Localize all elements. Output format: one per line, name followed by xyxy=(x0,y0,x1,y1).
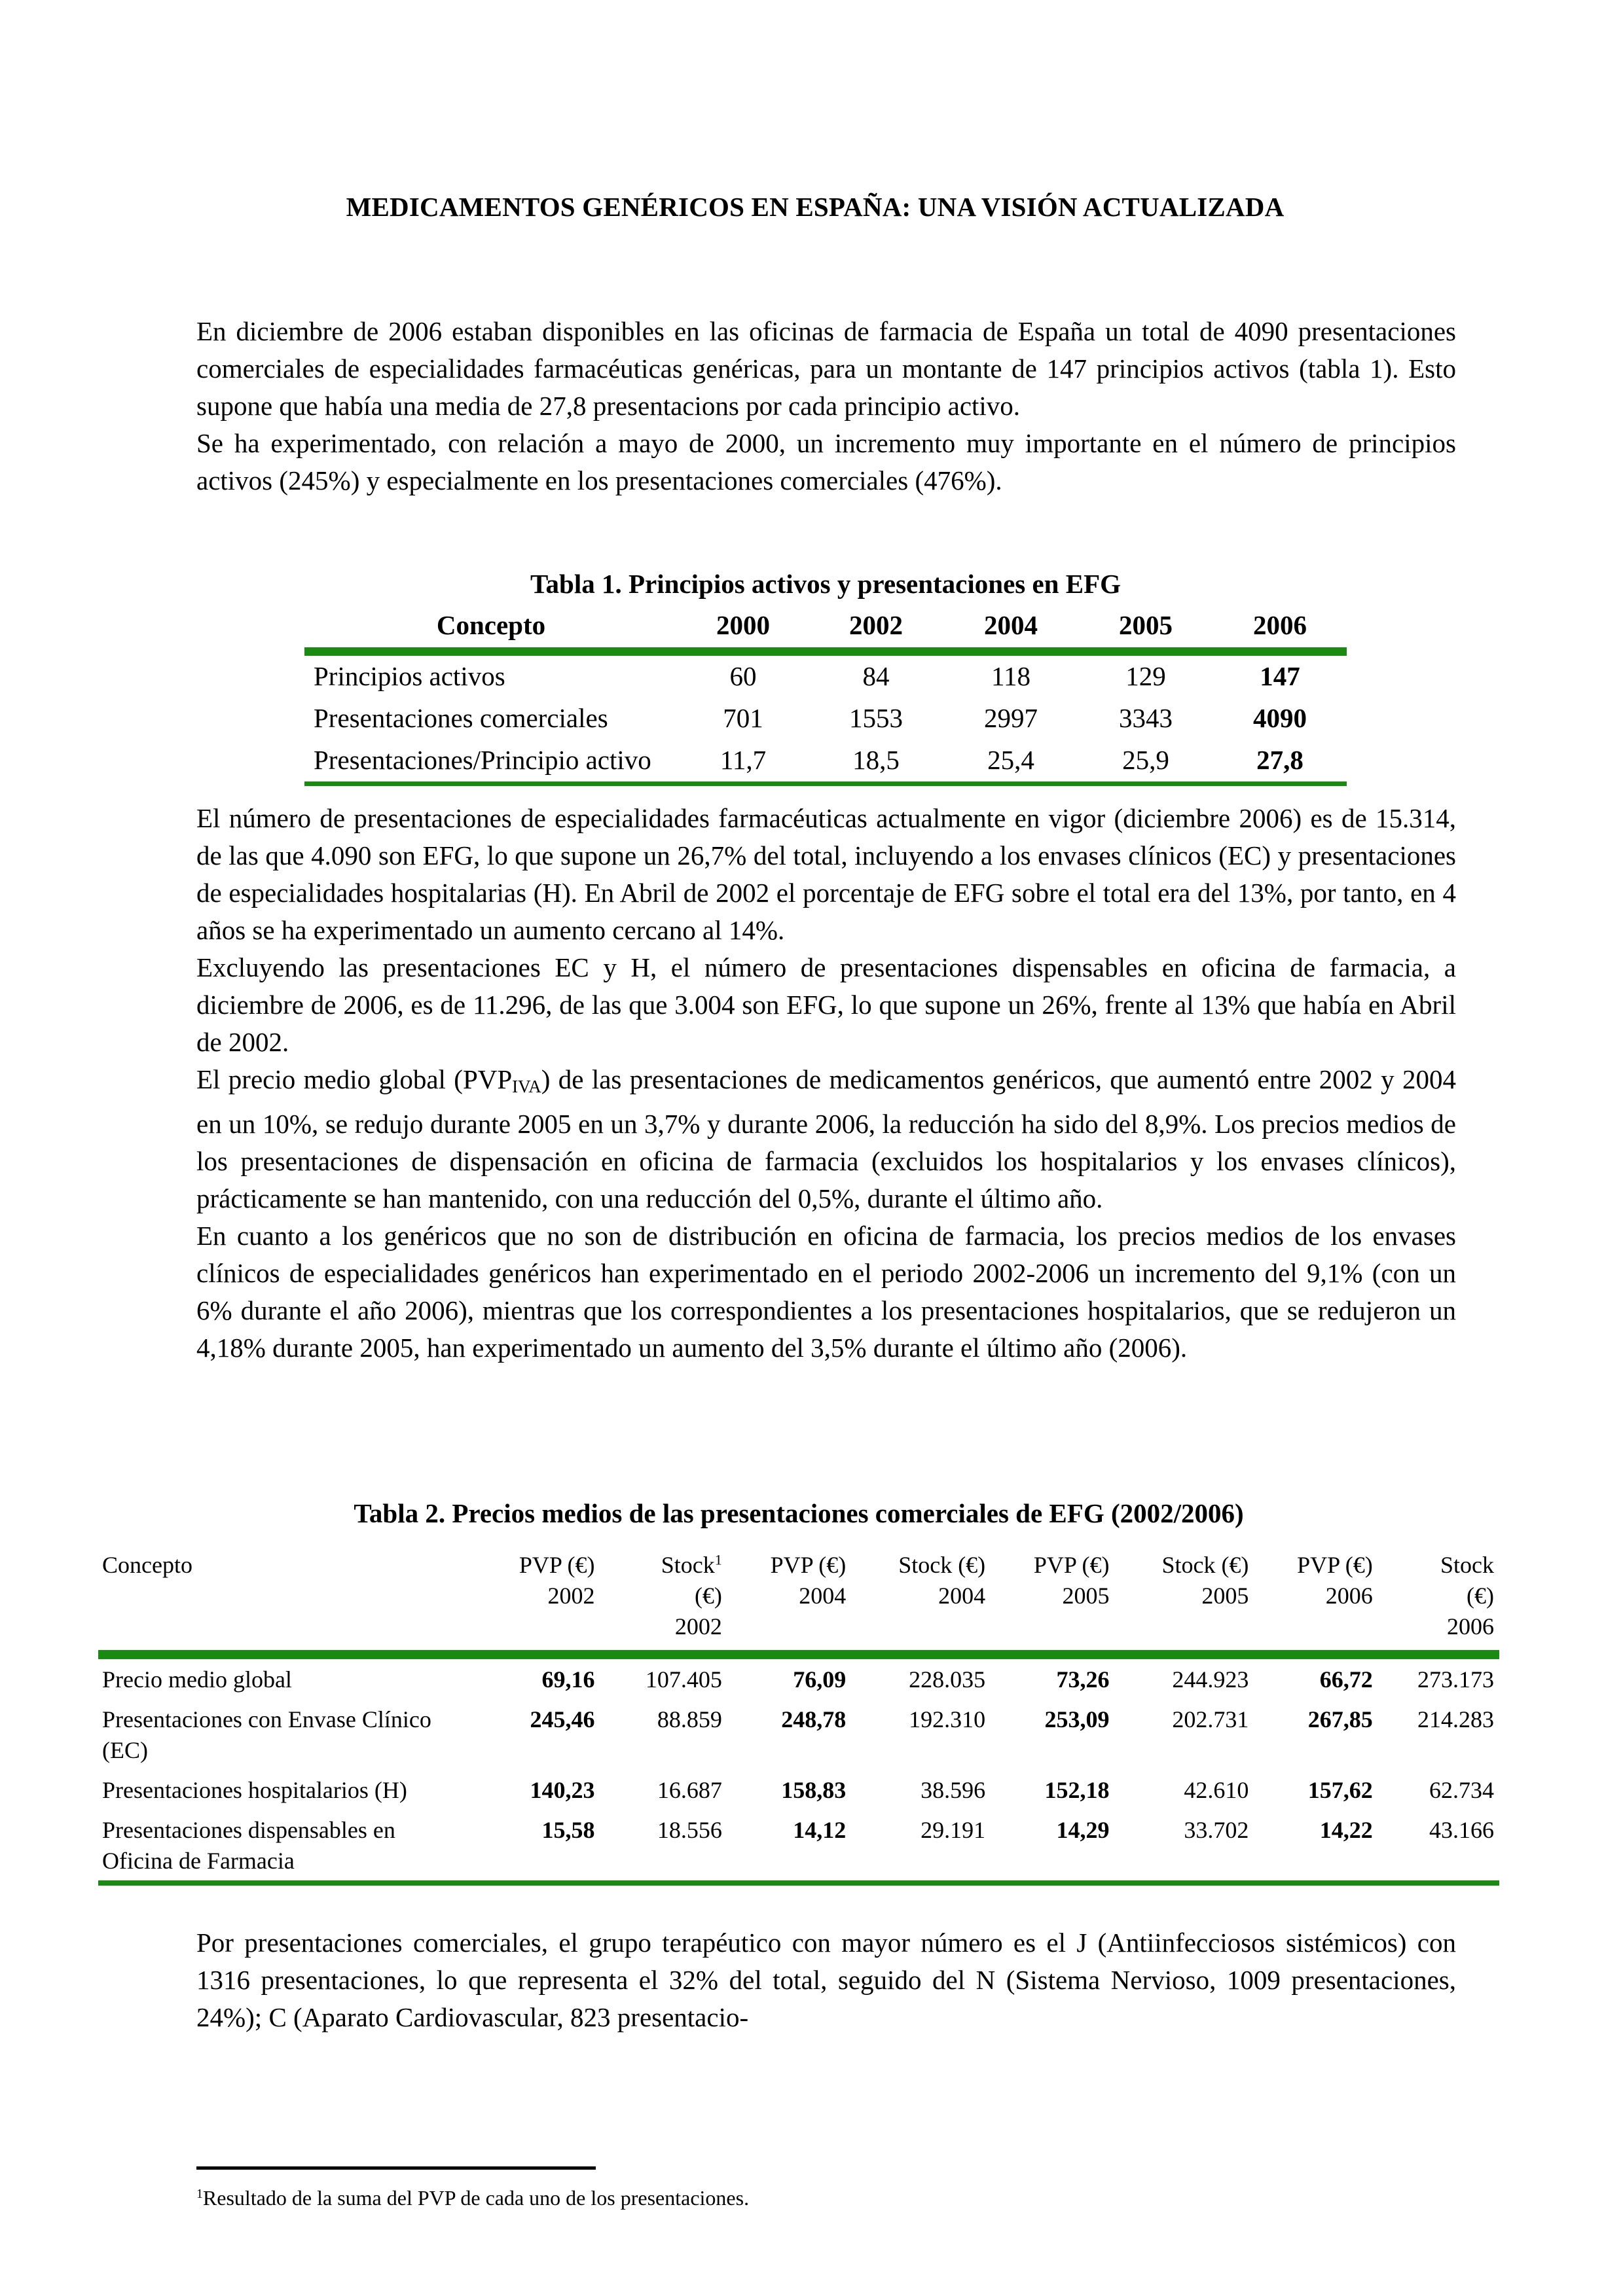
table-row xyxy=(98,1659,1499,1699)
tabla2-row3-col7: 43.166 xyxy=(1429,1817,1494,1843)
tabla1-row1-col0: 701 xyxy=(723,703,763,733)
tabla2-row1-col5: 202.731 xyxy=(1172,1706,1249,1732)
paragraph-7: Por presentaciones comerciales, el grupo terapéutico con mayor número es el J (Antiinfecciosos sistémicos) con 1316 presentaciones, lo que representa el 32% del total, seguido del N (Sistema Nervioso, 1009 presentaciones, 24%); C (Aparato Cardiovascular, 823 presentacio- xyxy=(196,1928,1456,2032)
tabla2-row1-col4: 253,09 xyxy=(1044,1706,1110,1732)
tabla2-row1-label: Presentaciones con Envase Clínico (EC) xyxy=(102,1706,431,1763)
tabla2 xyxy=(98,1543,1499,1886)
footnote-marker-superscript: 1 xyxy=(714,1551,722,1568)
footnote xyxy=(196,2184,1440,2212)
tabla2-row1-col3: 192.310 xyxy=(909,1706,986,1732)
tabla2-header-pvp-2005 xyxy=(991,1543,1114,1653)
tabla2-row0-col6: 66,72 xyxy=(1319,1666,1373,1693)
tabla1-row1-col3: 3343 xyxy=(1119,703,1173,733)
tabla2-row1-col0: 245,46 xyxy=(530,1706,595,1732)
tabla2-header-concepto-text: Concepto xyxy=(102,1552,192,1578)
paragraph-4: Excluyendo las presentaciones EC y H, el número de presentaciones dispensables en oficina de farmacia, a diciembre de 2006, es de 11.296, de las que 3.004 son EFG, lo que supone un 26%, frente al 13% que había en Abril de 2002. xyxy=(196,952,1456,1057)
tabla1-row0-col1: 84 xyxy=(862,661,890,691)
tabla1-row2-col3: 25,9 xyxy=(1122,745,1169,775)
footnote-text: Resultado de la suma del PVP de cada uno de los presentaciones. xyxy=(202,2186,750,2210)
tabla2-row1-col1: 88.859 xyxy=(657,1706,722,1732)
tabla1-row2-col1: 18,5 xyxy=(852,745,900,775)
body-paragraphs xyxy=(196,800,1456,1367)
tabla2-row0-col3: 228.035 xyxy=(909,1666,986,1693)
tabla1-row2-col0: 11,7 xyxy=(720,745,767,775)
tabla2-header-pvp-2004-l2: 2004 xyxy=(799,1583,847,1609)
tabla1-header-2004: 2004 xyxy=(984,610,1038,640)
tabla2-header-stock-2002-l1 xyxy=(600,1550,722,1581)
paragraph-1: En diciembre de 2006 estaban disponibles en las oficinas de farmacia de España un total de 4090 presentaciones comerciales de especialidades farmacéuticas genéricas, para un montante de 147 principios activos (tabla 1). Esto supone que había una media de 27,8 presentacions por cada principio activo. xyxy=(196,316,1456,421)
tabla2-header-stock-2005-l1: Stock (€) xyxy=(1161,1552,1249,1578)
tabla2-row2-label: Presentaciones hospitalarios (H) xyxy=(102,1777,407,1803)
tabla2-row3-col4: 14,29 xyxy=(1056,1817,1110,1843)
tabla2-header-stock-2005 xyxy=(1115,1543,1254,1653)
tabla2-header-stock-2002-l2: (€) xyxy=(694,1583,722,1609)
tabla2-header-pvp-2005-l2: 2005 xyxy=(1062,1583,1110,1609)
tabla2-row3-col3: 29.191 xyxy=(921,1817,986,1843)
tabla2-row0-label: Precio medio global xyxy=(102,1666,292,1693)
paragraph-2: Se ha experimentado, con relación a mayo de 2000, un incremento muy importante en el número de principios activos (245%) y especialmente en los presentaciones comerciales (476%). xyxy=(196,428,1456,495)
paragraph-3: El número de presentaciones de especialidades farmacéuticas actualmente en vigor (diciembre 2006) es de 15.314, de las que 4.090 son EFG, lo que supone un 26,7% del total, incluyendo a los envases clínicos (EC) y presentaciones de especialidades hospitalarias (H). En Abril de 2002 el porcentaje de EFG sobre el total era del 13%, por tanto, en 4 años se ha experimentado un aumento cercano al 14%. xyxy=(196,803,1456,945)
tabla1-row1-col1: 1553 xyxy=(849,703,903,733)
footnote-separator xyxy=(196,2166,596,2170)
tabla2-header-stock-2002-l3: 2002 xyxy=(674,1613,722,1640)
table-row xyxy=(98,1810,1499,1883)
intro-paragraphs xyxy=(196,313,1456,499)
closing-paragraph xyxy=(196,1924,1456,2036)
tabla1-rule-bottom xyxy=(304,784,1347,787)
tabla2-row0-col0: 69,16 xyxy=(541,1666,595,1693)
tabla1-row2-col2: 25,4 xyxy=(987,745,1034,775)
tabla2-row0-col4: 73,26 xyxy=(1056,1666,1110,1693)
tabla2-row0-col2: 76,09 xyxy=(793,1666,847,1693)
table-row xyxy=(98,1770,1499,1810)
tabla1-header-2002: 2002 xyxy=(849,610,903,640)
tabla2-row3-col5: 33.702 xyxy=(1184,1817,1249,1843)
tabla2-header-pvp-2002-l2: 2002 xyxy=(547,1583,595,1609)
tabla1-row1-label: Presentaciones comerciales xyxy=(314,703,608,733)
tabla2-header-row xyxy=(98,1543,1499,1653)
paragraph-5-part2: ) de las presentaciones de medicamentos genéricos, que aumentó entre 2002 y 2004 en un 10%, se redujo durante 2005 en un 3,7% y durante 2006, la reducción ha sido del 8,9%. Los precios medios de los presentaciones de dispensación en oficina de farmacia (excluidos los hospitalarios y los envases clínicos), prácticamente se han mantenido, con una reducción del 0,5%, durante el último año. xyxy=(196,1064,1456,1213)
tabla1-row0-col4: 147 xyxy=(1260,661,1300,691)
tabla2-row1-col7: 214.283 xyxy=(1417,1706,1494,1732)
tabla2-header-pvp-2002 xyxy=(466,1543,600,1653)
tabla1-header-2000: 2000 xyxy=(716,610,770,640)
tabla2-header-pvp-2006-l2: 2006 xyxy=(1325,1583,1373,1609)
tabla2-header-pvp-2002-l1: PVP (€) xyxy=(519,1552,595,1578)
tabla2-row2-col0: 140,23 xyxy=(530,1777,595,1803)
tabla2-header-stock-2005-l2: 2005 xyxy=(1201,1583,1249,1609)
iva-subscript: IVA xyxy=(512,1076,541,1096)
tabla2-header-pvp-2004-l1: PVP (€) xyxy=(770,1552,847,1578)
tabla2-row0-col1: 107.405 xyxy=(645,1666,722,1693)
tabla2-header-stock-2006-l2: (€) xyxy=(1467,1583,1494,1609)
tabla2-row1-col2: 248,78 xyxy=(781,1706,847,1732)
tabla1-header-2006: 2006 xyxy=(1253,610,1307,640)
table-row xyxy=(98,1699,1499,1770)
tabla2-row0-col7: 273.173 xyxy=(1417,1666,1494,1693)
tabla2-row0-col5: 244.923 xyxy=(1172,1666,1249,1693)
page-title: MEDICAMENTOS GENÉRICOS EN ESPAÑA: UNA VISIÓN ACTUALIZADA xyxy=(346,192,1285,222)
tabla2-header-concepto xyxy=(98,1543,466,1653)
tabla2-row1-col6: 267,85 xyxy=(1307,1706,1373,1732)
tabla1-caption: Tabla 1. Principios activos y presentaciones en EFG xyxy=(530,569,1122,599)
tabla2-row3-label: Presentaciones dispensables en Oficina de Farmacia xyxy=(102,1817,395,1874)
tabla1-row0-col2: 118 xyxy=(991,661,1030,691)
tabla2-row2-col3: 38.596 xyxy=(921,1777,986,1803)
tabla2-header-stock-2004 xyxy=(851,1543,991,1653)
tabla1-row1-col4: 4090 xyxy=(1253,703,1307,733)
tabla1-header-row xyxy=(304,605,1347,650)
tabla2-row3-col6: 14,22 xyxy=(1319,1817,1373,1843)
tabla2-header-stock-2004-l2: 2004 xyxy=(938,1583,986,1609)
footnote-number: 1 xyxy=(196,2187,203,2202)
table-row xyxy=(304,656,1347,698)
paragraph-5 xyxy=(196,1061,1456,1217)
tabla2-row2-col1: 16.687 xyxy=(657,1777,722,1803)
tabla2-rule-bottom xyxy=(98,1883,1499,1886)
tabla2-row2-col7: 62.734 xyxy=(1429,1777,1494,1803)
tabla2-header-stock-2006-l1: Stock xyxy=(1440,1552,1494,1578)
tabla2-header-stock-2002-word: Stock xyxy=(661,1552,715,1578)
tabla2-row2-col4: 152,18 xyxy=(1044,1777,1110,1803)
table-row xyxy=(304,740,1347,784)
tabla1-row0-label: Principios activos xyxy=(314,661,505,691)
tabla1-row1-col2: 2997 xyxy=(984,703,1038,733)
tabla2-row2-col5: 42.610 xyxy=(1184,1777,1249,1803)
tabla2-row2-col2: 158,83 xyxy=(781,1777,847,1803)
tabla2-header-stock-2006 xyxy=(1378,1543,1499,1653)
tabla2-header-stock-2002 xyxy=(600,1543,727,1653)
tabla1-row2-label: Presentaciones/Principio activo xyxy=(314,745,651,775)
tabla2-row3-col1: 18.556 xyxy=(657,1817,722,1843)
tabla1-row0-col0: 60 xyxy=(729,661,757,691)
tabla1 xyxy=(304,605,1347,786)
table-row xyxy=(304,698,1347,740)
tabla2-header-pvp-2004 xyxy=(727,1543,851,1653)
paragraph-5-part1: El precio medio global (PVP xyxy=(196,1064,513,1094)
tabla2-row2-col6: 157,62 xyxy=(1307,1777,1373,1803)
tabla2-header-stock-2004-l1: Stock (€) xyxy=(898,1552,986,1578)
tabla1-header-2005: 2005 xyxy=(1119,610,1173,640)
tabla1-header-concepto: Concepto xyxy=(436,610,546,640)
tabla2-header-pvp-2005-l1: PVP (€) xyxy=(1033,1552,1110,1578)
tabla2-header-pvp-2006-l1: PVP (€) xyxy=(1297,1552,1373,1578)
tabla2-header-pvp-2006 xyxy=(1254,1543,1377,1653)
tabla1-row0-col3: 129 xyxy=(1125,661,1166,691)
tabla2-caption: Tabla 2. Precios medios de las presentaciones comerciales de EFG (2002/2006) xyxy=(354,1498,1244,1528)
tabla2-row3-col0: 15,58 xyxy=(541,1817,595,1843)
tabla2-rule-top xyxy=(98,1653,1499,1657)
tabla1-row2-col4: 27,8 xyxy=(1256,745,1304,775)
tabla2-row3-col2: 14,12 xyxy=(793,1817,847,1843)
tabla2-header-stock-2006-l3: 2006 xyxy=(1447,1613,1494,1640)
paragraph-6: En cuanto a los genéricos que no son de distribución en oficina de farmacia, los precios medios de los envases clínicos de especialidades genéricos han experimentado en el periodo 2002-2006 un incremento del 9,1% (con un 6% durante el año 2006), mientras que los correspondientes a los presentaciones hospitalarios, que se redujeron un 4,18% durante 2005, han experimentado un aumento del 3,5% durante el último año (2006). xyxy=(196,1220,1456,1363)
